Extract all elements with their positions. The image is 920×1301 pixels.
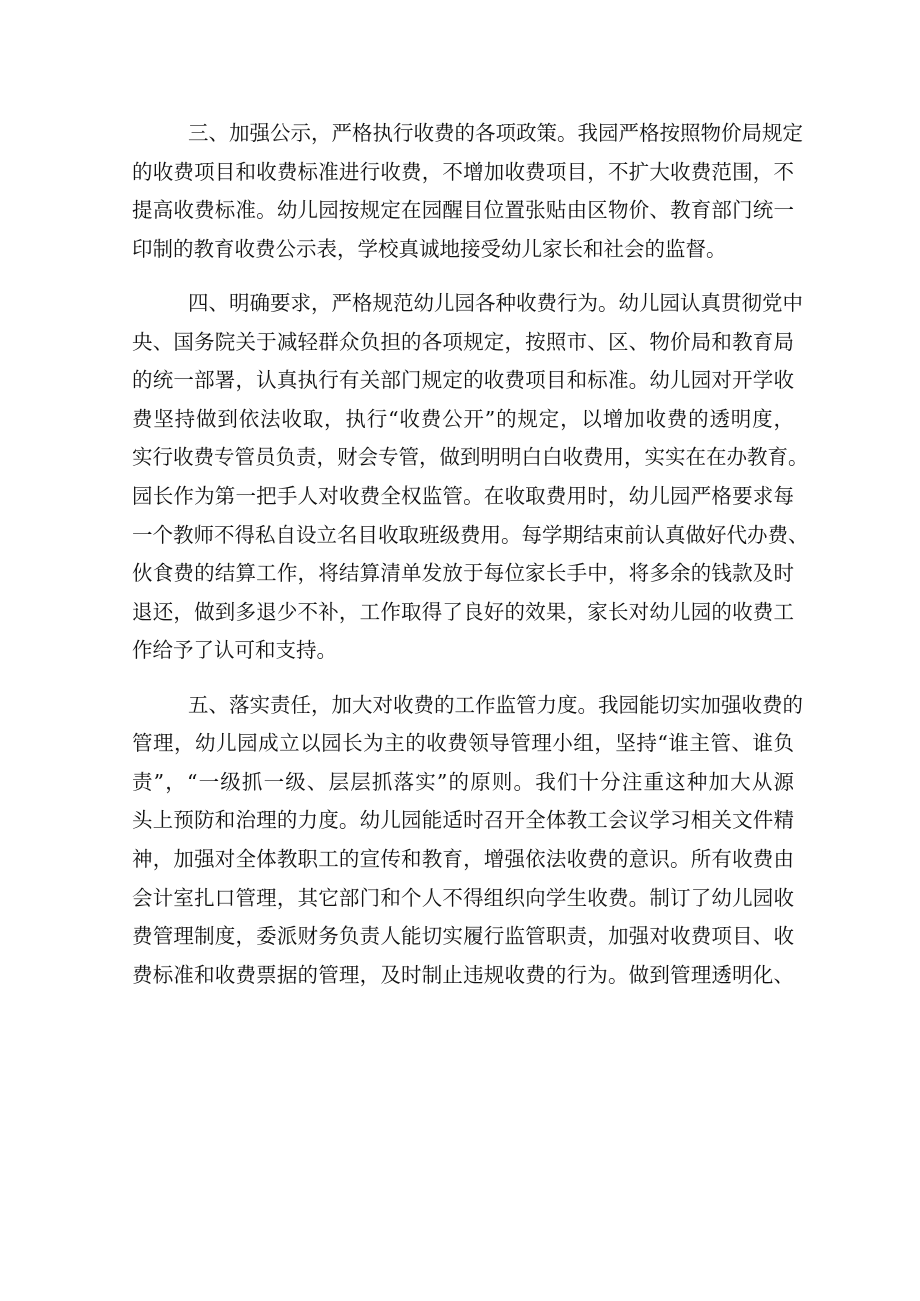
- paragraph-line: 三、加强公示，严格执行收费的各项政策。我园严格按照物价局规定: [188, 121, 803, 145]
- paragraph-line: 神，加强对全体教职工的宣传和教育，增强依法收费的意识。所有收费由: [132, 847, 794, 872]
- paragraph-5: [132, 686, 803, 995]
- paragraph-line: 退还，做到多退少不补，工作取得了良好的效果，家长对幼儿园的收费工: [132, 599, 794, 624]
- paragraph-line: 提高收费标准。幼儿园按规定在园醒目位置张贴由区物价、教育部门统一: [132, 198, 794, 223]
- paragraph-line: 实行收费专管员负责，财会专管，做到明明白白收费用，实实在在办教育。: [132, 445, 809, 470]
- paragraph-line: 五、落实责任，加大对收费的工作监管力度。我园能切实加强收费的: [188, 692, 803, 717]
- paragraph-line: 费标准和收费票据的管理，及时制止违规收费的行为。做到管理透明化、: [132, 962, 794, 987]
- paragraph-line: 管理，幼儿园成立以园长为主的收费领导管理小组，坚持“谁主管、谁负: [132, 731, 794, 756]
- paragraph-4: [132, 284, 809, 670]
- paragraph-line: 费管理制度，委派财务负责人能切实履行监管职责，加强对收费项目、收: [132, 924, 794, 949]
- paragraph-line: 印制的教育收费公示表，学校真诚地接受幼儿家长和社会的监督。: [132, 236, 727, 261]
- paragraph-line: 会计室扎口管理，其它部门和个人不得组织向学生收费。制订了幼儿园收: [132, 885, 794, 910]
- paragraph-line: 作给予了认可和支持。: [132, 638, 337, 663]
- paragraph-line: 费坚持做到依法收取，执行“收费公开”的规定，以增加收费的透明度，: [132, 406, 794, 431]
- paragraph-line: 责”，“一级抓一级、层层抓落实”的原则。我们十分注重这种加大从源: [132, 769, 794, 794]
- paragraph-line: 央、国务院关于减轻群众负担的各项规定，按照市、区、物价局和教育局: [132, 329, 794, 354]
- paragraph-line: 伙食费的结算工作，将结算清单发放于每位家长手中，将多余的钱款及时: [132, 561, 794, 586]
- paragraph-line: 的收费项目和收费标准进行收费，不增加收费项目，不扩大收费范围，不: [132, 159, 794, 184]
- document-body: [132, 114, 809, 1010]
- paragraph-line: 的统一部署，认真执行有关部门规定的收费项目和标准。幼儿园对开学收: [132, 368, 794, 393]
- paragraph-line: 头上预防和治理的力度。幼儿园能适时召开全体教工会议学习相关文件精: [132, 808, 794, 833]
- paragraph-line: 园长作为第一把手人对收费全权监管。在收取费用时，幼儿园严格要求每: [132, 484, 794, 509]
- paragraph-line: 四、明确要求，严格规范幼儿园各种收费行为。幼儿园认真贯彻党中: [188, 291, 803, 316]
- paragraph-line: 一个教师不得私自设立名目收取班级费用。每学期结束前认真做好代办费、: [132, 522, 809, 547]
- paragraph-3: [132, 114, 803, 268]
